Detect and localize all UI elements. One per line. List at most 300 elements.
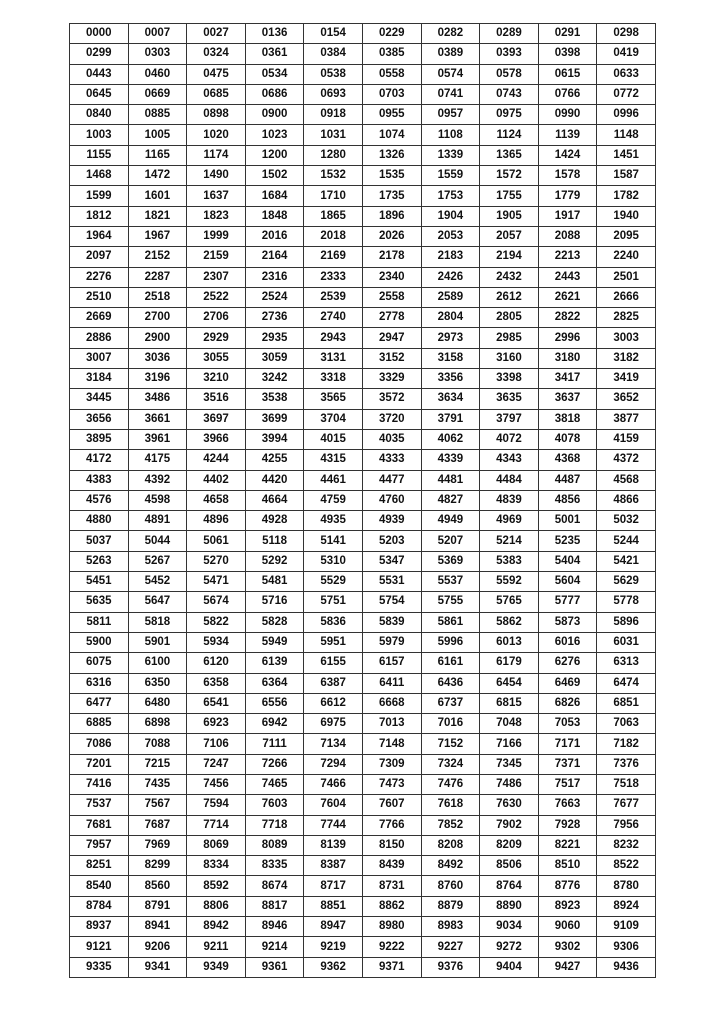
table-cell: 7663 [538,795,597,815]
table-cell: 0975 [480,105,539,125]
table-row [70,369,656,389]
table-cell: 5292 [245,551,304,571]
table-cell: 6316 [70,673,129,693]
table-cell: 5537 [421,572,480,592]
table-cell: 1502 [245,166,304,186]
table-cell: 4072 [480,429,539,449]
table-cell: 8069 [187,835,246,855]
table-row [70,328,656,348]
table-cell: 7456 [187,774,246,794]
table-cell: 0685 [187,84,246,104]
table-cell: 5951 [304,632,363,652]
table-row [70,632,656,652]
table-cell: 3791 [421,409,480,429]
table-row [70,876,656,896]
table-cell: 0772 [597,84,656,104]
table-cell: 9362 [304,957,363,977]
table-cell: 6387 [304,673,363,693]
table-cell: 2589 [421,287,480,307]
table-cell: 4078 [538,429,597,449]
table-cell: 8764 [480,876,539,896]
table-cell: 8791 [128,896,187,916]
table-cell: 5629 [597,572,656,592]
table-cell: 3158 [421,348,480,368]
table-cell: 8731 [362,876,421,896]
table-cell: 2778 [362,308,421,328]
table-cell: 3242 [245,369,304,389]
table-cell: 8540 [70,876,129,896]
table-row [70,166,656,186]
table-cell: 8221 [538,835,597,855]
table-row [70,24,656,44]
table-cell: 3895 [70,429,129,449]
table-cell: 8983 [421,917,480,937]
table-cell: 1812 [70,206,129,226]
table-row [70,409,656,429]
table-cell: 4035 [362,429,421,449]
table-cell: 1753 [421,186,480,206]
table-cell: 7744 [304,815,363,835]
table-cell: 6016 [538,632,597,652]
table-cell: 6469 [538,673,597,693]
table-cell: 2276 [70,267,129,287]
table-cell: 2518 [128,287,187,307]
table-cell: 8879 [421,896,480,916]
table-cell: 7714 [187,815,246,835]
table-cell: 2183 [421,247,480,267]
table-cell: 0291 [538,24,597,44]
table-row [70,287,656,307]
table-cell: 3635 [480,389,539,409]
table-cell: 7435 [128,774,187,794]
table-row [70,389,656,409]
table-cell: 2822 [538,308,597,328]
table-cell: 8817 [245,896,304,916]
table-cell: 4461 [304,470,363,490]
table-cell: 6100 [128,653,187,673]
table-cell: 0419 [597,44,656,64]
table-cell: 7607 [362,795,421,815]
table-cell: 4487 [538,470,597,490]
table-cell: 4760 [362,490,421,510]
table-cell: 5481 [245,572,304,592]
table-cell: 3966 [187,429,246,449]
table-cell: 8947 [304,917,363,937]
table-cell: 9371 [362,957,421,977]
table-cell: 2612 [480,287,539,307]
table-cell: 5267 [128,551,187,571]
table-cell: 3565 [304,389,363,409]
table-cell: 0384 [304,44,363,64]
table-row [70,937,656,957]
table-cell: 5778 [597,592,656,612]
table-cell: 8560 [128,876,187,896]
table-cell: 0136 [245,24,304,44]
table-cell: 1755 [480,186,539,206]
table-cell: 3055 [187,348,246,368]
table-cell: 5754 [362,592,421,612]
table-cell: 0154 [304,24,363,44]
table-cell: 7517 [538,774,597,794]
table-cell: 7088 [128,734,187,754]
table-row [70,247,656,267]
table-cell: 2095 [597,226,656,246]
table-cell: 8492 [421,856,480,876]
table-cell: 6942 [245,714,304,734]
table-row [70,511,656,531]
table-cell: 6541 [187,693,246,713]
table-cell: 2524 [245,287,304,307]
table-row [70,348,656,368]
table-cell: 7371 [538,754,597,774]
table-cell: 6454 [480,673,539,693]
table-cell: 6923 [187,714,246,734]
table-cell: 9376 [421,957,480,977]
table-cell: 5118 [245,531,304,551]
table-cell: 6668 [362,693,421,713]
table-cell: 0957 [421,105,480,125]
table-row [70,125,656,145]
table-cell: 1535 [362,166,421,186]
table-cell: 2985 [480,328,539,348]
table-cell: 0298 [597,24,656,44]
table-cell: 1865 [304,206,363,226]
table-cell: 4576 [70,490,129,510]
table-cell: 2805 [480,308,539,328]
table-cell: 5836 [304,612,363,632]
table-cell: 3652 [597,389,656,409]
table-cell: 8089 [245,835,304,855]
table-cell: 2164 [245,247,304,267]
table-cell: 8890 [480,896,539,916]
table-cell: 4402 [187,470,246,490]
table-cell: 8937 [70,917,129,937]
table-cell: 6477 [70,693,129,713]
table-cell: 2053 [421,226,480,246]
table-cell: 6815 [480,693,539,713]
table-cell: 0558 [362,64,421,84]
table-cell: 7053 [538,714,597,734]
table-row [70,815,656,835]
table-cell: 4949 [421,511,480,531]
table-cell: 4827 [421,490,480,510]
table-cell: 2706 [187,308,246,328]
table-cell: 7376 [597,754,656,774]
table-cell: 6851 [597,693,656,713]
table-cell: 7171 [538,734,597,754]
table-cell: 0475 [187,64,246,84]
table-cell: 7266 [245,754,304,774]
table-cell: 2621 [538,287,597,307]
table-cell: 2088 [538,226,597,246]
table-cell: 0996 [597,105,656,125]
table-cell: 9060 [538,917,597,937]
table-cell: 4568 [597,470,656,490]
table-cell: 1964 [70,226,129,246]
table-cell: 0615 [538,64,597,84]
table-cell: 4598 [128,490,187,510]
table-cell: 5310 [304,551,363,571]
table-cell: 7063 [597,714,656,734]
table-cell: 5404 [538,551,597,571]
table-row [70,917,656,937]
table-cell: 1559 [421,166,480,186]
table-row [70,673,656,693]
table-cell: 8232 [597,835,656,855]
table-cell: 5244 [597,531,656,551]
table-cell: 2432 [480,267,539,287]
table-cell: 1108 [421,125,480,145]
table-cell: 9306 [597,937,656,957]
table-cell: 0574 [421,64,480,84]
table-cell: 2307 [187,267,246,287]
table-cell: 1472 [128,166,187,186]
table-cell: 2152 [128,247,187,267]
table-cell: 4880 [70,511,129,531]
table-cell: 9436 [597,957,656,977]
table-cell: 3704 [304,409,363,429]
table-body [70,24,656,978]
table-cell: 4420 [245,470,304,490]
table-cell: 3180 [538,348,597,368]
table-cell: 2194 [480,247,539,267]
table-cell: 2900 [128,328,187,348]
table-cell: 6411 [362,673,421,693]
number-table [69,23,656,978]
table-cell: 7957 [70,835,129,855]
table-cell: 8941 [128,917,187,937]
table-cell: 3196 [128,369,187,389]
table-cell: 0955 [362,105,421,125]
table-cell: 0703 [362,84,421,104]
table-cell: 1587 [597,166,656,186]
table-cell: 8510 [538,856,597,876]
table-cell: 6737 [421,693,480,713]
table-cell: 2240 [597,247,656,267]
table-cell: 0741 [421,84,480,104]
table-cell: 2510 [70,287,129,307]
table-cell: 6480 [128,693,187,713]
table-cell: 1424 [538,145,597,165]
table-row [70,754,656,774]
table-cell: 6975 [304,714,363,734]
table-cell: 8780 [597,876,656,896]
table-cell: 2016 [245,226,304,246]
table-cell: 9404 [480,957,539,977]
table-cell: 3160 [480,348,539,368]
table-cell: 2666 [597,287,656,307]
table-cell: 8139 [304,835,363,855]
table-cell: 1637 [187,186,246,206]
table-cell: 2669 [70,308,129,328]
table-cell: 1124 [480,125,539,145]
table-cell: 5979 [362,632,421,652]
table-cell: 9109 [597,917,656,937]
table-cell: 7603 [245,795,304,815]
table-cell: 7537 [70,795,129,815]
table-cell: 8335 [245,856,304,876]
table-cell: 1999 [187,226,246,246]
table-cell: 3634 [421,389,480,409]
table-cell: 1155 [70,145,129,165]
table-cell: 2996 [538,328,597,348]
table-cell: 3398 [480,369,539,389]
table-cell: 8717 [304,876,363,896]
table-cell: 4928 [245,511,304,531]
table-cell: 2213 [538,247,597,267]
table-cell: 1174 [187,145,246,165]
table-cell: 1967 [128,226,187,246]
table-cell: 1599 [70,186,129,206]
table-cell: 5996 [421,632,480,652]
table-cell: 3152 [362,348,421,368]
table-cell: 8592 [187,876,246,896]
table-cell: 0633 [597,64,656,84]
table-cell: 2943 [304,328,363,348]
table-cell: 1339 [421,145,480,165]
table-cell: 8506 [480,856,539,876]
table-cell: 8522 [597,856,656,876]
table-cell: 4658 [187,490,246,510]
table-cell: 1848 [245,206,304,226]
table-cell: 1578 [538,166,597,186]
table-cell: 9341 [128,957,187,977]
table-cell: 1904 [421,206,480,226]
table-row [70,612,656,632]
table-cell: 6120 [187,653,246,673]
table-cell: 1165 [128,145,187,165]
table-cell: 7476 [421,774,480,794]
table-cell: 1326 [362,145,421,165]
table-cell: 5934 [187,632,246,652]
table-cell: 8923 [538,896,597,916]
table-cell: 1905 [480,206,539,226]
table-cell: 0669 [128,84,187,104]
table-cell: 6013 [480,632,539,652]
table-cell: 5635 [70,592,129,612]
table-cell: 3572 [362,389,421,409]
table-cell: 5822 [187,612,246,632]
table-cell: 0282 [421,24,480,44]
table-row [70,429,656,449]
table-cell: 6139 [245,653,304,673]
table-cell: 2886 [70,328,129,348]
table-cell: 2443 [538,267,597,287]
table-cell: 7152 [421,734,480,754]
table-cell: 6075 [70,653,129,673]
table-cell: 7086 [70,734,129,754]
table-cell: 5604 [538,572,597,592]
table-cell: 3994 [245,429,304,449]
table-cell: 3797 [480,409,539,429]
table-cell: 1684 [245,186,304,206]
table-cell: 1823 [187,206,246,226]
table-cell: 2169 [304,247,363,267]
table-cell: 5818 [128,612,187,632]
table-cell: 1451 [597,145,656,165]
table-cell: 9121 [70,937,129,957]
table-cell: 6350 [128,673,187,693]
table-cell: 9219 [304,937,363,957]
table-cell: 8776 [538,876,597,896]
table-cell: 5001 [538,511,597,531]
table-cell: 4339 [421,450,480,470]
table-cell: 1490 [187,166,246,186]
table-cell: 3445 [70,389,129,409]
table-cell: 2426 [421,267,480,287]
table-cell: 5901 [128,632,187,652]
table-cell: 4255 [245,450,304,470]
table-cell: 5873 [538,612,597,632]
table-cell: 3003 [597,328,656,348]
table-cell: 9222 [362,937,421,957]
table-cell: 3637 [538,389,597,409]
table-cell: 1735 [362,186,421,206]
table-cell: 8299 [128,856,187,876]
table-row [70,856,656,876]
table-cell: 4477 [362,470,421,490]
table-cell: 7687 [128,815,187,835]
table-cell: 6612 [304,693,363,713]
table-row [70,84,656,104]
table-cell: 4856 [538,490,597,510]
table-cell: 4969 [480,511,539,531]
table-cell: 0693 [304,84,363,104]
table-cell: 2740 [304,308,363,328]
table-cell: 0303 [128,44,187,64]
table-cell: 0460 [128,64,187,84]
table-cell: 4175 [128,450,187,470]
table-row [70,267,656,287]
table-cell: 5839 [362,612,421,632]
table-cell: 7134 [304,734,363,754]
table-cell: 5765 [480,592,539,612]
table-cell: 9227 [421,937,480,957]
table-cell: 0990 [538,105,597,125]
table-cell: 1468 [70,166,129,186]
table-row [70,186,656,206]
table-row [70,734,656,754]
table-cell: 5207 [421,531,480,551]
table-cell: 1003 [70,125,129,145]
table-cell: 0840 [70,105,129,125]
table-cell: 1572 [480,166,539,186]
table-cell: 8387 [304,856,363,876]
table-cell: 4062 [421,429,480,449]
table-cell: 7486 [480,774,539,794]
table-row [70,226,656,246]
table-cell: 1601 [128,186,187,206]
table-cell: 2558 [362,287,421,307]
table-cell: 1031 [304,125,363,145]
table-cell: 9335 [70,957,129,977]
table-row [70,105,656,125]
table-cell: 6474 [597,673,656,693]
table-cell: 7928 [538,815,597,835]
table-row [70,714,656,734]
table-cell: 7677 [597,795,656,815]
table-cell: 7630 [480,795,539,815]
table-cell: 2929 [187,328,246,348]
table-cell: 4935 [304,511,363,531]
table-cell: 0324 [187,44,246,64]
table-cell: 6313 [597,653,656,673]
table-cell: 4368 [538,450,597,470]
table-cell: 3417 [538,369,597,389]
table-cell: 1896 [362,206,421,226]
table-cell: 4392 [128,470,187,490]
table-cell: 3661 [128,409,187,429]
